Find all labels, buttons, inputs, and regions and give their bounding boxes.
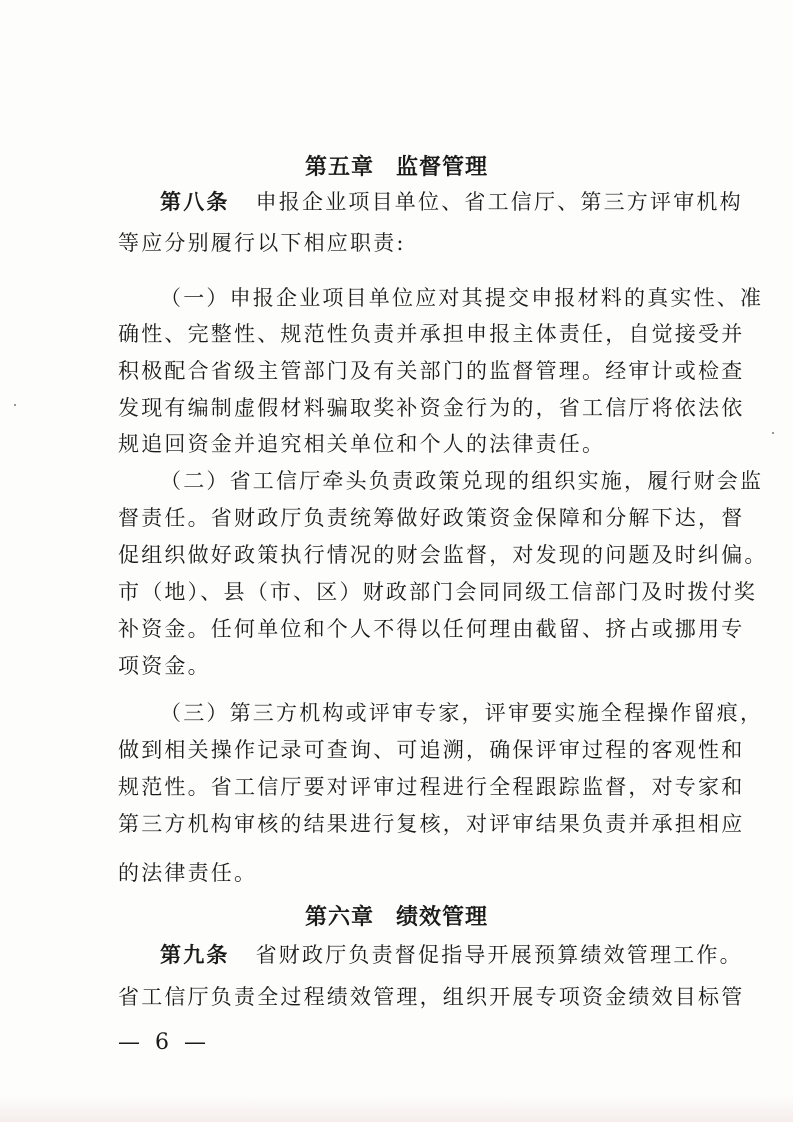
item-2-line-6: 项资金。: [118, 654, 211, 678]
item-1-line-4: 发现有编制虚假材料骗取奖补资金行为的，省工信厅将依法依: [118, 396, 745, 420]
article-9-line-2: 省工信厅负责全过程绩效管理，组织开展专项资金绩效目标管: [118, 985, 745, 1009]
item-2-line-2: 督责任。省财政厅负责统筹做好政策资金保障和分解下达，督: [118, 506, 745, 530]
article-8-label: 第八条: [160, 190, 230, 214]
item-1-line-3: 积极配合省级主管部门及有关部门的监督管理。经审计或检查: [118, 359, 745, 383]
item-2-line-4: 市（地）、县（市、区）财政部门会同同级工信部门及时拨付奖: [118, 580, 758, 604]
item-2-line-1: （二）省工信厅牵头负责政策兑现的组织实施，履行财会监: [160, 469, 764, 493]
item-1-line-5: 规追回资金并追究相关单位和个人的法律责任。: [118, 432, 606, 456]
article-9-line-1: [160, 940, 743, 970]
article-8-text-1: 申报企业项目单位、省工信厅、第三方评审机构: [255, 190, 743, 214]
chapter-6-heading: [0, 900, 793, 931]
scan-speck: [772, 432, 774, 434]
item-3-line-5: 的法律责任。: [118, 861, 258, 885]
scan-speck: [14, 404, 16, 406]
article-8-line-1: [160, 187, 743, 217]
item-3-line-1: （三）第三方机构或评审专家，评审要实施全程操作留痕，: [160, 701, 764, 725]
item-3-line-4: 第三方机构审核的结果进行复核，对评审结果负责并承担相应: [118, 812, 745, 836]
chapter-5-heading: [0, 150, 793, 181]
item-2-line-3: 促组织做好政策执行情况的财会监督，对发现的问题及时纠偏。: [118, 543, 768, 567]
article-8-line-2: 等应分别履行以下相应职责:: [118, 231, 406, 255]
chapter-6-title: 绩效管理: [396, 905, 489, 930]
item-3-line-2: 做到相关操作记录可查询、可追溯，确保评审过程的客观性和: [118, 738, 745, 762]
item-1-line-2: 确性、完整性、规范性负责并承担申报主体责任，自觉接受并: [118, 322, 745, 346]
chapter-6-number: 第六章: [304, 905, 374, 930]
article-9-text-1: 省财政厅负责督促指导开展预算绩效管理工作。: [255, 943, 743, 967]
article-9-label: 第九条: [160, 943, 230, 967]
page-number: — 6 —: [118, 1030, 210, 1055]
chapter-5-title: 监督管理: [396, 155, 489, 180]
chapter-5-number: 第五章: [304, 155, 374, 180]
scan-edge-tint: [0, 1096, 793, 1122]
item-1-line-1: （一）申报企业项目单位应对其提交申报材料的真实性、准: [160, 286, 764, 310]
item-2-line-5: 补资金。任何单位和个人不得以任何理由截留、挤占或挪用专: [118, 617, 745, 641]
item-3-line-3: 规范性。省工信厅要对评审过程进行全程跟踪监督，对专家和: [118, 775, 745, 799]
